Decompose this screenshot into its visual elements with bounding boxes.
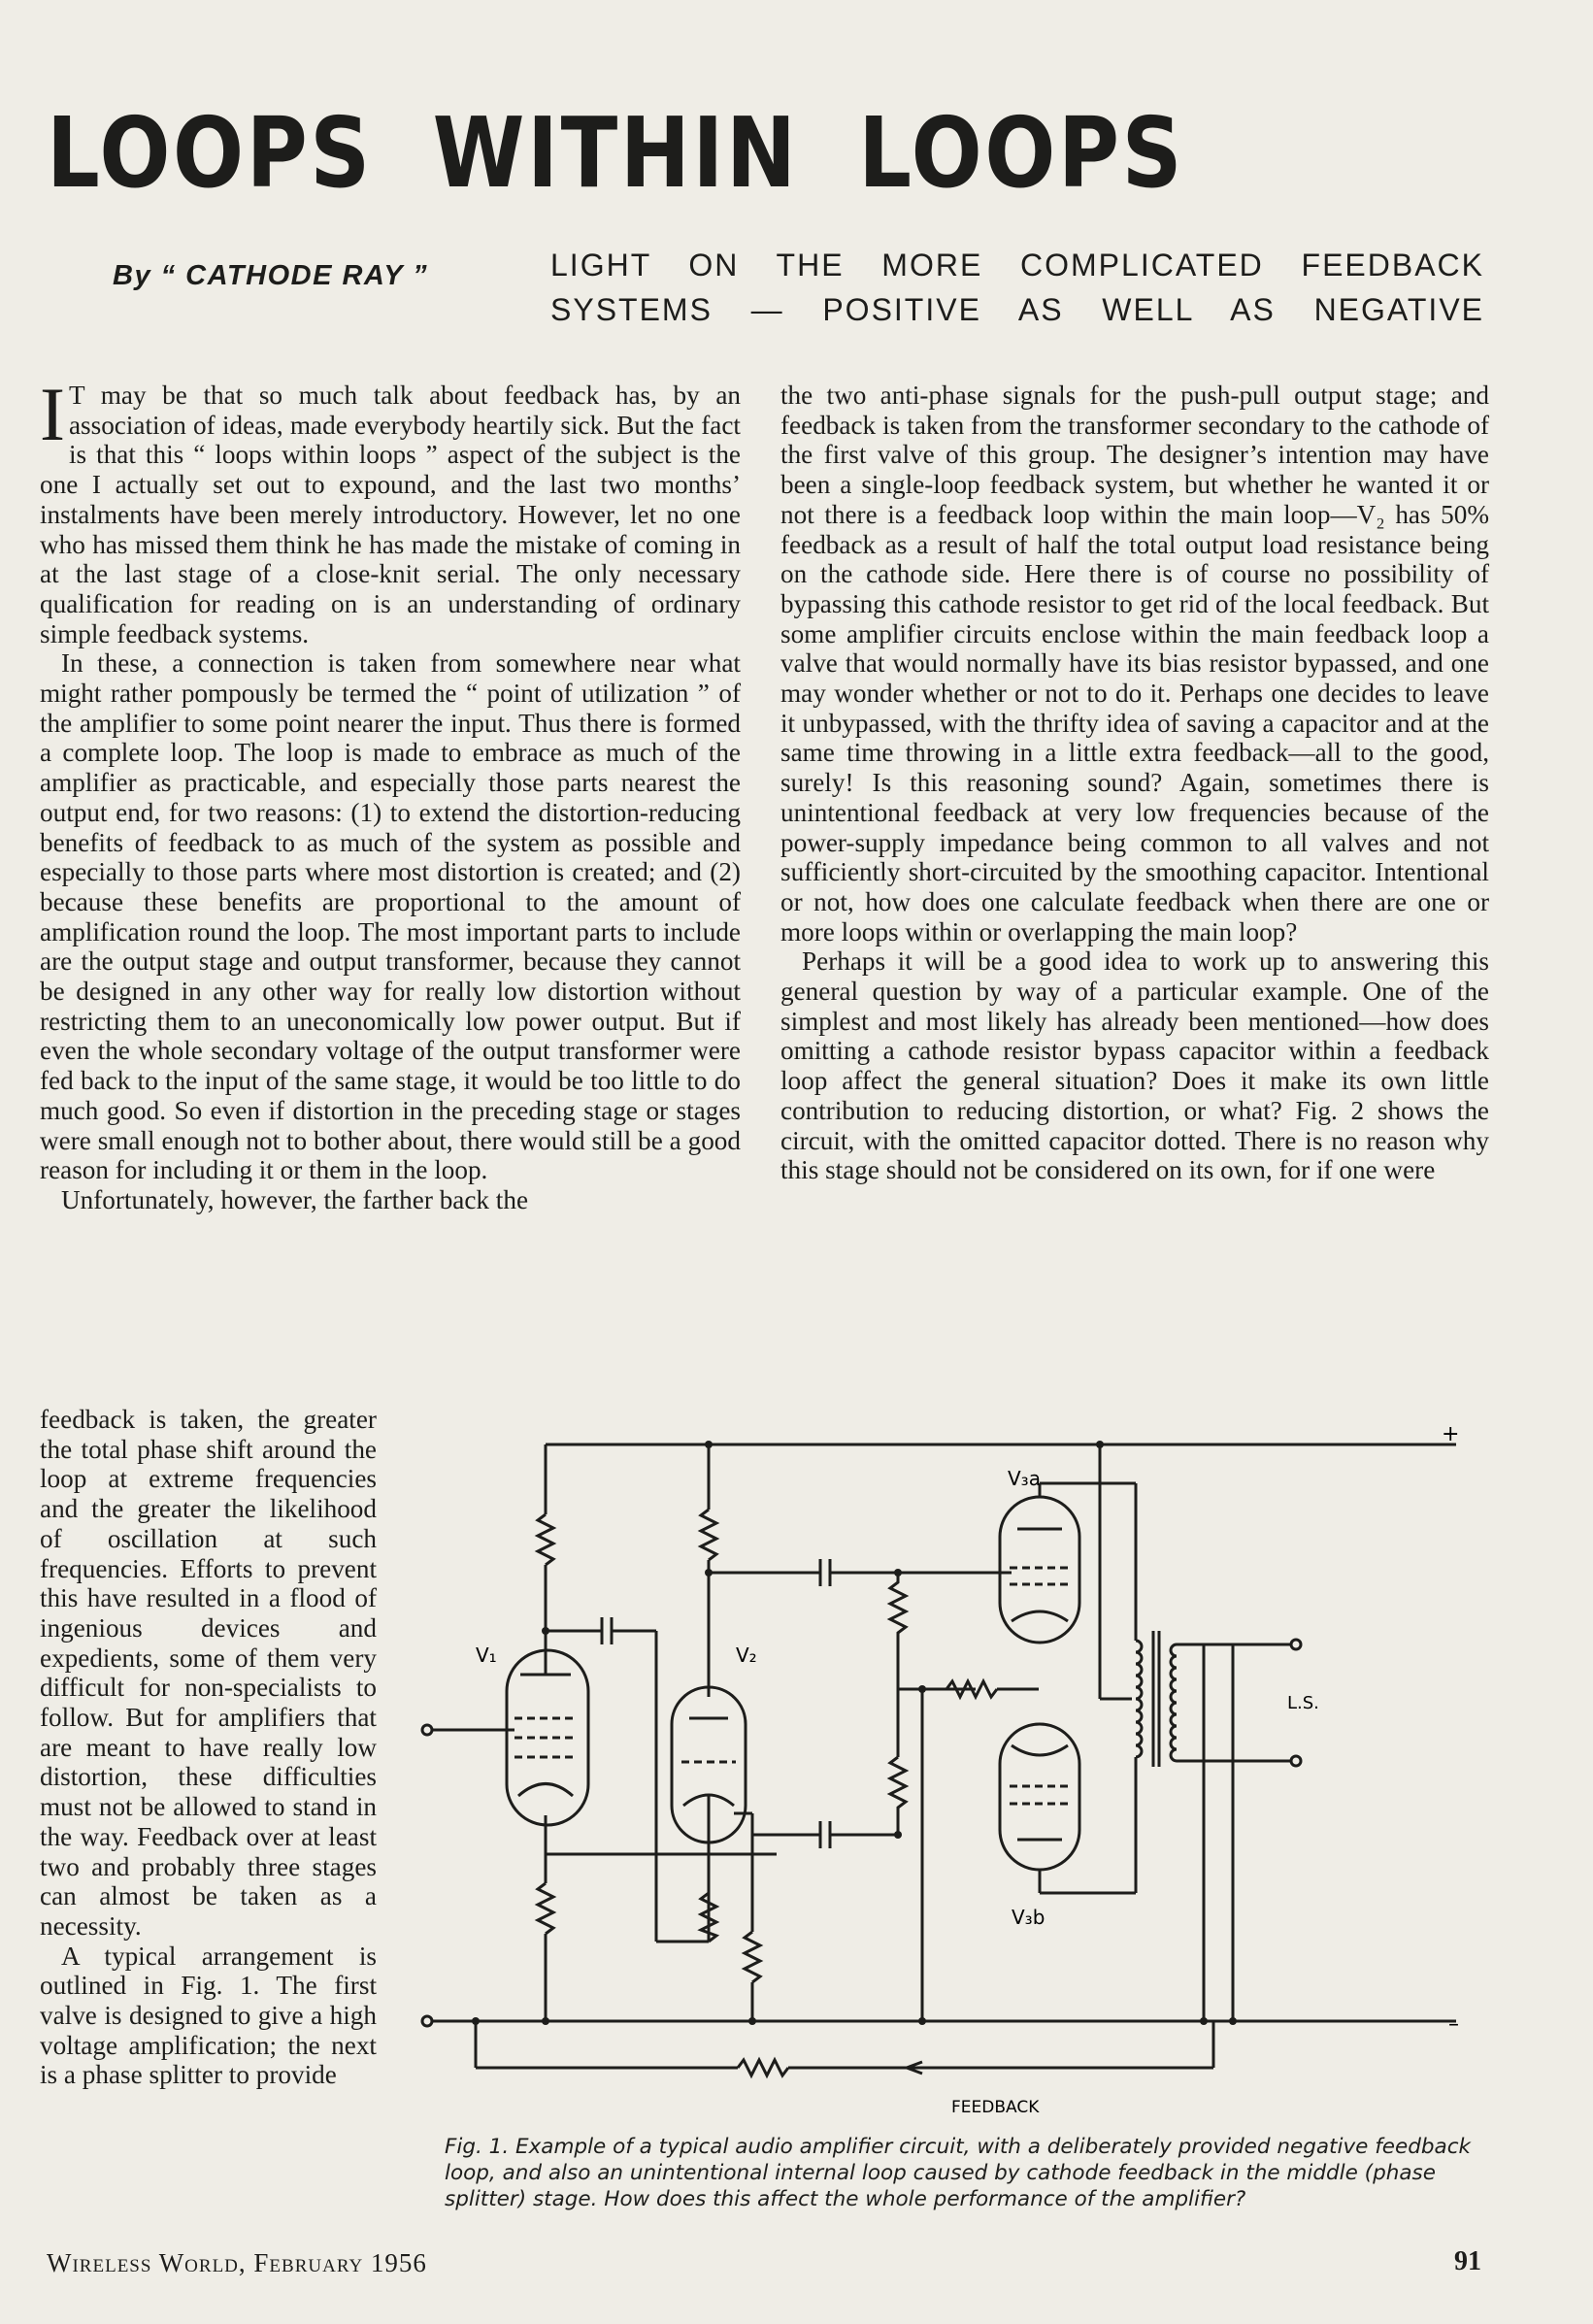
paragraph: the two anti-phase signals for the push-pull output stage; and feedback is taken from the transformer secondary to the cathode of the first valve of this group. The designer’s intention may have been a single-loop feedback system, but whether he wanted it or not there is a feedback loop within the main loop—V₂ has 50% feedback as a result of half the total output load resistance being on the cathode side. Here there is of course no possibility of bypassing this cathode resistor to get rid of the local feedback. But some amplifier circuits enclose within the main feedback loop a valve that would normally have its bias resistor bypassed, and one may wonder whether or not to do it. Perhaps one decides to leave it unbypassed, with the thrifty idea of saving a capacitor and at the same time throwing in a little extra feedback—all to the good, surely! Is this reasoning sound? Again, sometimes there is unintentional feedback at very low frequencies because of the power-supply impedance being common to all valves and not sufficiently short-circuited by the smoothing capacitor. Intentional or not, how does one calculate feedback when there are one or more loops within or overlapping the main loop? (780, 381, 1489, 946)
column-left-upper (40, 372, 741, 1215)
label-minus: – (1448, 2012, 1459, 2037)
subtitle-line-1: LIGHT ON THE MORE COMPLICATED FEEDBACK (550, 248, 1484, 282)
transformer-secondary (1171, 1644, 1177, 1761)
subtitle-line-2: SYSTEMS — POSITIVE AS WELL AS NEGATIVE (550, 292, 1484, 327)
label-v3a: V₃a (1008, 1467, 1041, 1490)
paragraph: feedback is taken, the greater the total phase shift around the loop at extreme frequencies and the greater the likelihood of oscillation at such frequencies. Efforts to prevent this have resulted in a flood of ingenious devices and expedients, some of them very difficult for non-specialists to follow. But for amplifiers that are meant to have really low distortion, these difficulties must not be allowed to stand in the way. Feedback over at least two and probably three stages can almost be taken as a necessity. (40, 1405, 377, 1941)
label-loudspeaker: L.S. (1287, 1693, 1319, 1713)
v2-anode-resistor (701, 1510, 716, 1560)
v3b-grid-resistor (890, 1757, 906, 1835)
label-feedback: FEEDBACK (951, 2098, 1040, 2117)
input-terminal (422, 1725, 432, 1735)
speaker-terminal-1 (1291, 1640, 1301, 1649)
column-right (780, 381, 1489, 1185)
paragraph (40, 372, 741, 648)
drop-cap: I (40, 372, 65, 456)
v3a-grid-resistor (890, 1573, 906, 1650)
v1-anode-resistor (538, 1514, 553, 1565)
paragraph: A typical arrangement is outlined in Fig. 1. The first valve is designed to give a high voltage amplification; the next is a phase splitter to provide (40, 1941, 377, 2090)
column-left-lower (40, 1405, 377, 2090)
figure-caption: Fig. 1. Example of a typical audio amplifier circuit, with a deliberately provided negative feedback loop, and also an unintentional internal loop caused by cathode feedback in the middle (phase splitter) stage. How does this affect the whole performance of the amplifier? (445, 2135, 1472, 2211)
article-subtitle (550, 243, 1484, 332)
input-terminal-ground (422, 2016, 432, 2026)
label-v3b: V₃b (1012, 1906, 1045, 1929)
label-plus: + (1442, 1427, 1460, 1446)
amplifier-schematic-figure (417, 1427, 1505, 2126)
author-byline: By “ CATHODE RAY ” (113, 260, 429, 291)
paragraph-text: T may be that so much talk about feedback has, by an association of ideas, made everybody heartily sick. But the fact is that this “ loops within loops ” aspect of the subject is the one I actually set out to expound, and the last two months’ instalments have been merely introductory. However, let no one who has missed them think he has made the mistake of coming in at the last stage of a close-knit serial. The only necessary qualification for reading on is an understanding of ordinary simple feedback systems. (40, 381, 741, 648)
journal-footer: Wireless World, February 1956 (47, 2248, 427, 2277)
speaker-terminal-2 (1291, 1756, 1301, 1766)
feedback-resistor (738, 2060, 788, 2075)
v2-cathode-resistor (745, 1932, 760, 1982)
article-title: LOOPS WITHIN LOOPS (47, 96, 1185, 210)
page-number: 91 (1454, 2246, 1481, 2276)
label-v2: V₂ (736, 1643, 757, 1667)
paragraph: Perhaps it will be a good idea to work up to answering this general question by way of a particular example. One of the simplest and most likely has already been mentioned—how does omitting a cathode resistor bypass capacitor within a feedback loop affect the general situation? Does it make its own little contribution to reducing distortion, or what? Fig. 2 shows the circuit, with the omitted capacitor dotted. There is no reason why this stage should not be considered on its own, for if one were (780, 946, 1489, 1185)
paragraph: Unfortunately, however, the farther back the (61, 1184, 529, 1214)
v1-cathode-resistor (538, 1883, 553, 1934)
transformer-primary (1136, 1641, 1142, 1757)
v2-grid-resistor (701, 1893, 716, 1942)
label-v1: V₁ (476, 1643, 497, 1667)
paragraph: In these, a connection is taken from somewhere near what might rather pompously be termed the “ point of utilization ” of the amplifier to some point nearer the input. Thus there is formed a complete loop. The loop is made to embrace as much of the amplifier as practicable, and especially those parts nearest the output end, for two reasons: (1) to extend the distortion-reducing benefits of feedback to as much of the system as possible and especially to those parts where most distortion is created; and (2) because these benefits are proportional to the amount of amplification round the loop. The most important parts to include are the output stage and output transformer, because they cannot be designed in any other way for really low distortion without restricting them to an uneconomically low power output. But if even the whole secondary voltage of the output transformer were fed back to the input of the same stage, it would be too little to do much good. So even if distortion in the preceding stage or stages were small enough not to bother about, there would still be a good reason for including it or them in the loop. (40, 648, 741, 1185)
